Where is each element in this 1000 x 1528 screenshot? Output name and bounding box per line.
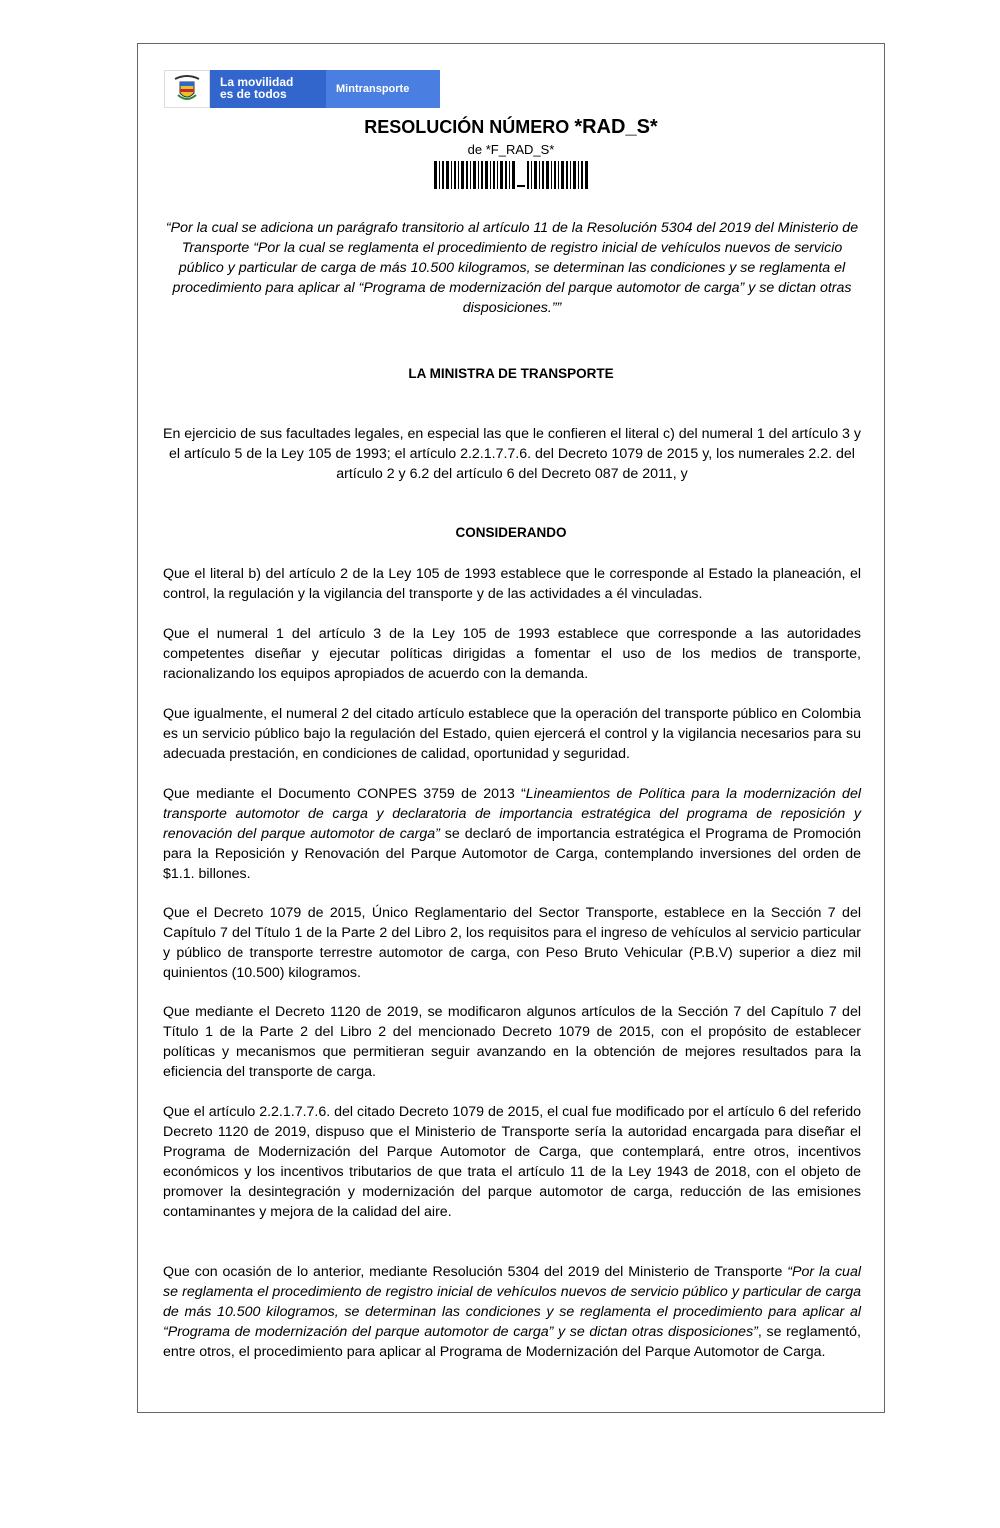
logo-slogan	[210, 70, 326, 108]
epigraph	[163, 218, 861, 318]
paragraph-8	[163, 1262, 861, 1362]
paragraph-5: Que el Decreto 1079 de 2015, Único Reglamentario del Sector Transporte, establece en la Sección 7 del Capítulo 7 del Título 1 de la Parte 2 del Libro 2, los requisitos para el ingreso de vehículos al servicio particular y público de transporte terrestre automotor de carga, con Peso Bruto Vehicular (P.B.V) superior a diez mil quinientos (10.500) kilogramos.	[163, 905, 861, 981]
barcode-icon	[434, 161, 588, 189]
authority-heading: LA MINISTRA DE TRANSPORTE	[408, 366, 614, 381]
paragraph-3: Que igualmente, el numeral 2 del citado artículo establece que la operación del transporte público en Colombia es un servicio público bajo la regulación del Estado, quien ejercerá el control y la vigilancia necesarios para su adecuada prestación, en condiciones de calidad, oportunidad y seguridad.	[163, 706, 861, 762]
paragraph-4-lead: Que mediante el Documento CONPES 3759 de 2013 “	[163, 786, 526, 802]
ministry-logo	[164, 70, 440, 108]
paragraph-4-tail: se declaró de importancia estratégica el Programa de Promoción para la Reposición y Renovación del Parque Automotor de Carga, contemplando inversiones del orden de $1.1. billones.	[163, 826, 861, 882]
paragraph-8-quote: “Por la cual se reglamenta el procedimiento de registro inicial de vehículos nuevos de servicio público y particular de carga de más 10.500 kilogramos, se determinan las condiciones y se reglamenta el procedimiento para aplicar al “Programa de modernización del parque automotor de carga” y se dictan otras disposiciones”	[163, 1264, 861, 1340]
paragraph-6: Que mediante el Decreto 1120 de 2019, se modificaron algunos artículos de la Sección 7 del Capítulo 7 del Título 1 de la Parte 2 del Libro 2 del mencionado Decreto 1079 de 2015, con el propósito de establecer políticas y mecanismos que permitieran seguir avanzando en la obtención de mejores resultados para la eficiencia del transporte de carga.	[163, 1004, 861, 1080]
paragraph-4-quote: Lineamientos de Política para la modernización del transporte automotor de carga y declaratoria de importancia estratégica del programa de reposición y renovación del parque automotor de carga”	[163, 786, 861, 842]
logo-line1: La movilidad	[220, 75, 294, 89]
paragraph-2: Que el numeral 1 del artículo 3 de la Ley 105 de 1993 establece que corresponde a las autoridades competentes diseñar y ejecutar políticas dirigidas a fomentar el uso de los medios de transporte, racionalizando los equipos apropiados de acuerdo con la demanda.	[163, 626, 861, 682]
resolution-date: de *F_RAD_S*	[467, 142, 555, 157]
faculties-paragraph: En ejercicio de sus facultades legales, en especial las que le confieren el literal c) del numeral 1 del artículo 3 y el artículo 5 de la Ley 105 de 1993; el artículo 2.2.1.7.7.6. del Decreto 1079 de 2015 y, los numerales 2.2. del artículo 2 y 6.2 del artículo 6 del Decreto 087 de 2011, y	[163, 426, 861, 482]
title-number: *RAD_S*	[574, 116, 658, 138]
logo-ministry-name: Mintransporte	[326, 70, 440, 108]
document-page	[137, 43, 885, 1413]
coat-of-arms-icon	[164, 70, 210, 108]
paragraph-7: Que el artículo 2.2.1.7.7.6. del citado Decreto 1079 de 2015, el cual fue modificado por el artículo 6 del referido Decreto 1120 de 2019, dispuso que el Ministerio de Transporte sería la autoridad encargada para diseñar el Programa de Modernización del Parque Automotor de Carga, que contemplará, entre otros, incentivos económicos y los incentivos tributarios de que trata el artículo 11 de la Ley 1943 de 2018, con el objeto de promover la desintegración y modernización del parque automotor de carga, reducción de las emisiones contaminantes y mejora de la calidad del aire.	[163, 1104, 861, 1220]
logo-line2: es de todos	[220, 87, 287, 101]
resolution-title	[138, 116, 884, 139]
considerando-heading: CONSIDERANDO	[455, 525, 567, 540]
title-prefix: RESOLUCIÓN NÚMERO	[364, 117, 570, 137]
paragraph-1: Que el literal b) del artículo 2 de la Ley 105 de 1993 establece que le corresponde al Estado la planeación, el control, la regulación y la vigilancia del transporte y de las actividades a él vinculadas.	[163, 566, 861, 602]
paragraph-8-lead: Que con ocasión de lo anterior, mediante Resolución 5304 del 2019 del Ministerio de Transporte	[163, 1264, 788, 1280]
paragraph-8-tail: , se reglamentó, entre otros, el procedimiento para aplicar al Programa de Modernización del Parque Automotor de Carga.	[163, 1324, 861, 1360]
epigraph-text: “Por la cual se adiciona un parágrafo transitorio al artículo 11 de la Resolución 5304 del 2019 del Ministerio de Transporte “Por la cual se reglamenta el procedimiento de registro inicial de vehículos nuevos de servicio público y particular de carga de más 10.500 kilogramos, se determinan las condiciones y se reglamenta el procedimiento para aplicar al “Programa de modernización del parque automotor de carga” y se dictan otras disposiciones.””	[165, 220, 859, 316]
paragraph-4	[163, 784, 861, 884]
